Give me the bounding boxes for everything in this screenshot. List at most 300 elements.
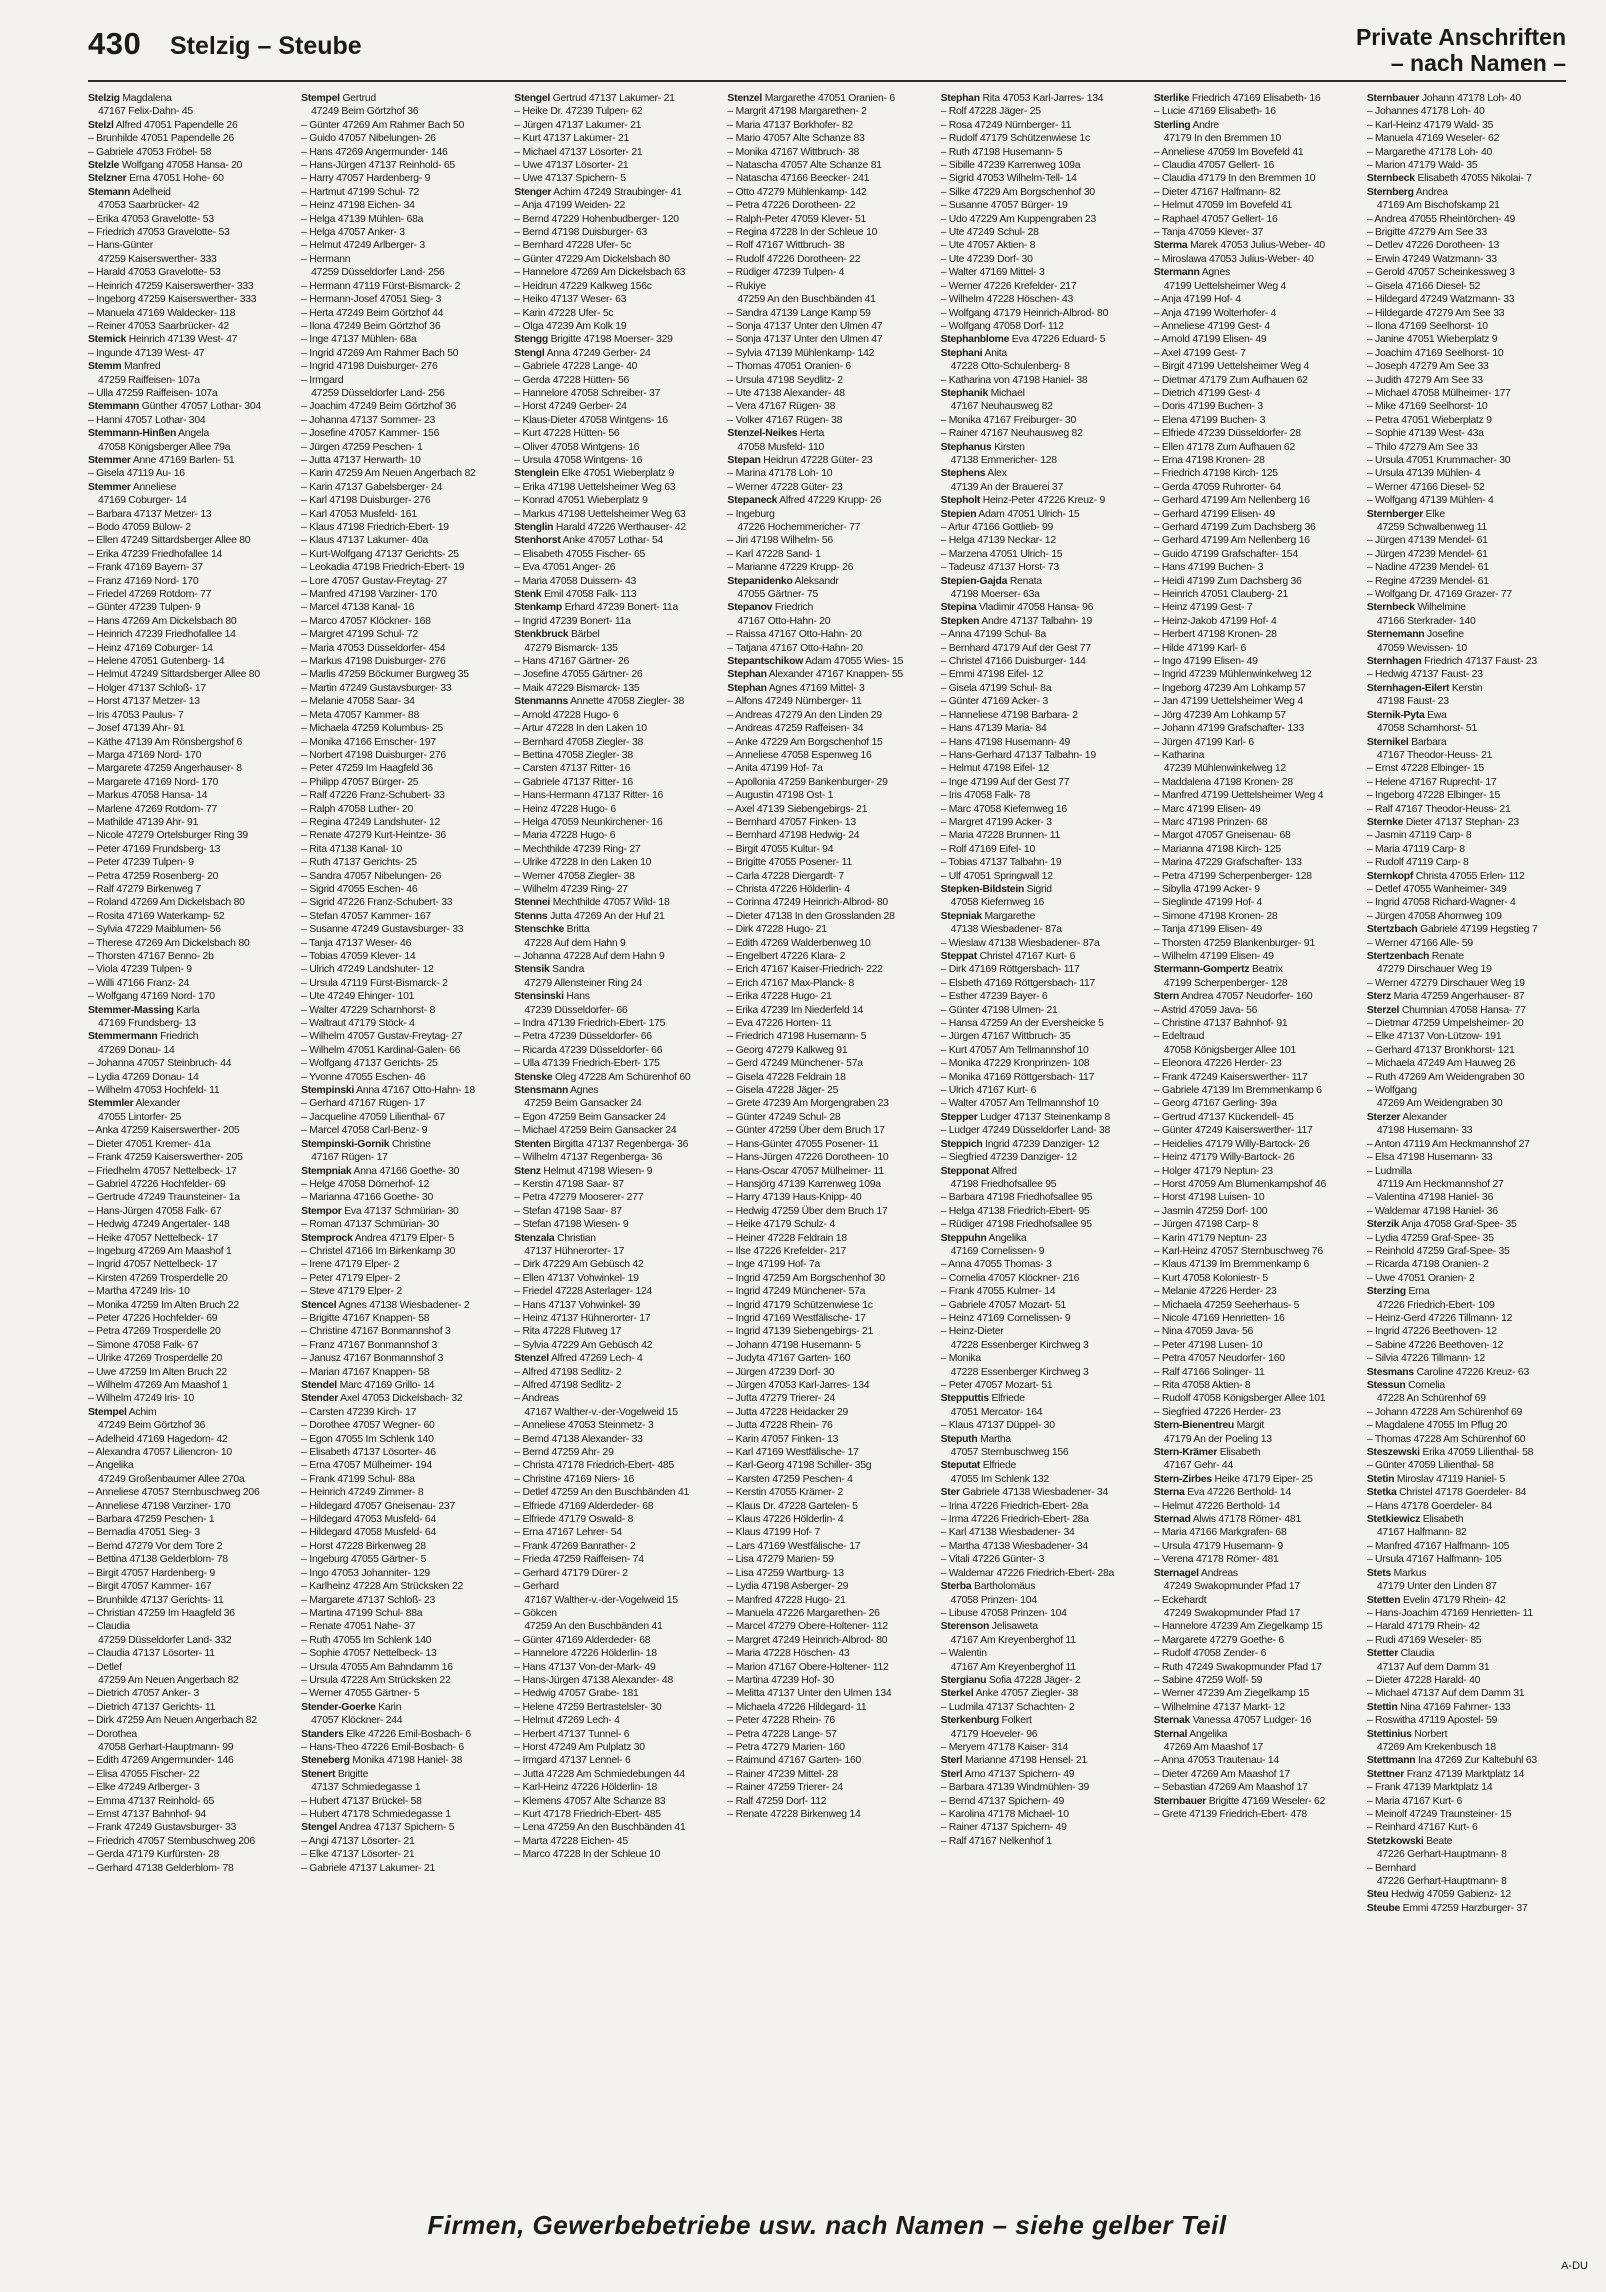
directory-entry	[941, 883, 1140, 896]
entry-text: Heidrun 47228 Güter- 23	[763, 454, 873, 466]
entry-text: – Elfriede 47169 Alderdeder- 68	[514, 1500, 654, 1512]
entry-text: 47226 Hochemmericher- 77	[737, 522, 861, 533]
entry-text: – Heike 47179 Schulz- 4	[727, 1219, 835, 1231]
entry-text: – Nicole 47169 Henrietten- 16	[1153, 1312, 1285, 1324]
entry-text: – Thorsten 47167 Benno- 2b	[88, 951, 214, 962]
directory-entry	[301, 213, 500, 226]
directory-entry	[1154, 199, 1353, 212]
directory-entry	[727, 1205, 926, 1218]
directory-entry	[727, 642, 926, 655]
entry-text: – Harald 47179 Rhein- 42	[1366, 1621, 1480, 1633]
entry-text: Angelika	[988, 1232, 1027, 1244]
entry-text: – Christa 47178 Friedrich-Ebert- 485	[514, 1460, 674, 1472]
entry-text: 47137 Auf dem Damm 31	[1376, 1661, 1490, 1673]
directory-entry	[301, 119, 500, 132]
directory-entry	[514, 1607, 713, 1620]
entry-text: – Lydia 47269 Donau- 14	[88, 1071, 199, 1083]
entry-text: – Johanna 47057 Steinbruch- 44	[88, 1058, 232, 1070]
entry-text: – Barbara 47198 Friedhofsallee 95	[940, 1192, 1093, 1204]
entry-text: – Elke 47137 Von-Lützow- 191	[1366, 1031, 1502, 1043]
entry-text: Angelika	[1189, 1728, 1228, 1740]
entry-text: – Ulf 47051 Springwall 12	[940, 870, 1053, 882]
entry-text: – Hartmut 47199 Schul- 72	[301, 186, 420, 198]
directory-entry	[1154, 1513, 1353, 1526]
directory-entry	[1367, 977, 1566, 990]
directory-entry	[727, 1124, 926, 1137]
entry-text: – Libuse 47058 Prinzen- 104	[940, 1607, 1067, 1619]
entry-text: – Siegfried 47226 Herder- 23	[1153, 1406, 1281, 1418]
directory-entry	[301, 360, 500, 373]
entry-text: – Stefan 47198 Saar- 87	[514, 1205, 622, 1217]
entry-text: – Detlef	[88, 1661, 122, 1673]
directory-entry	[1367, 1567, 1566, 1580]
surname: Sterz	[1366, 991, 1392, 1003]
entry-text: – Marina 47178 Loh- 10	[727, 468, 833, 480]
directory-entry	[88, 494, 287, 507]
directory-entry	[1367, 1620, 1566, 1633]
surname: Sterzel	[1366, 1004, 1400, 1016]
entry-text: 47167 Am Kreyenberghof 11	[950, 1634, 1076, 1646]
surname: Stenzel	[727, 93, 763, 104]
entry-text: Agnes 47169 Mittel- 3	[768, 682, 865, 694]
directory-entry	[514, 736, 713, 749]
directory-entry	[727, 977, 926, 990]
entry-text: – Wolfgang	[1366, 1085, 1417, 1097]
entry-text: – Bettina 47138 Gelderblom- 78	[88, 1554, 228, 1566]
directory-entry	[88, 1580, 287, 1593]
entry-text: – Margarete 47279 Goethe- 6	[1153, 1634, 1284, 1646]
directory-entry	[727, 1526, 926, 1539]
entry-text: – Klaus 47137 Lakumer- 40a	[301, 535, 429, 547]
entry-text: – Gerhard	[514, 1581, 559, 1593]
entry-text: – Viola 47239 Tulpen- 9	[88, 964, 192, 976]
surname: Stephan	[940, 93, 980, 104]
directory-entry	[514, 92, 713, 105]
entry-text: – Helene 47259 Bertrastelsler- 30	[514, 1701, 662, 1713]
entry-text: – Rolf 47169 Eifel- 10	[940, 843, 1035, 855]
entry-text: – Heike Dr. 47239 Tulpen- 62	[514, 106, 643, 118]
directory-entry	[941, 1728, 1140, 1741]
directory-entry	[727, 1017, 926, 1030]
directory-entry	[301, 239, 500, 252]
directory-entry	[941, 575, 1140, 588]
entry-text: 47053 Saarbrücker- 42	[98, 200, 200, 212]
directory-entry	[941, 481, 1140, 494]
directory-entry	[88, 1071, 287, 1084]
entry-text: – Dieter 47269 Am Maashof 17	[1153, 1768, 1290, 1780]
entry-text: – Josef 47139 Ahr- 91	[88, 723, 185, 735]
directory-entry	[941, 910, 1140, 923]
entry-text: – Bernadia 47051 Sieg- 3	[88, 1527, 200, 1539]
surname: Standers	[301, 1728, 344, 1740]
directory-entry	[88, 481, 287, 494]
entry-text: – Anka 47259 Kaiserswerther- 205	[88, 1125, 240, 1137]
entry-text: Marianne 47198 Hensel- 21	[965, 1755, 1088, 1767]
entry-text: Emmi 47259 Harzburger- 37	[1402, 1902, 1528, 1914]
directory-entry	[514, 1366, 713, 1379]
entry-text: – Friedrich 47057 Sternbuschweg 206	[88, 1835, 255, 1847]
entry-text: – Petra 47199 Scherpenberger- 128	[1153, 870, 1312, 882]
entry-text: 47249 Swakopmunder Pfad 17	[1163, 1581, 1300, 1593]
entry-text: – Peter 47198 Lusen- 10	[1153, 1339, 1263, 1351]
directory-entry	[727, 159, 926, 172]
entry-text: – Ute 47249 Schul- 28	[940, 227, 1039, 239]
entry-text: – Uwe 47137 Lösorter- 21	[514, 160, 629, 172]
entry-text: – Klemens 47057 Alte Schanze 83	[514, 1795, 666, 1807]
directory-entry	[1367, 923, 1566, 936]
entry-text: – Hedwig 47249 Angertaler- 148	[88, 1219, 230, 1231]
entry-text: 47279 Allensteiner Ring 24	[524, 977, 642, 989]
directory-entry	[1367, 1406, 1566, 1419]
entry-text: – Bernhard	[1366, 1862, 1416, 1874]
entry-text: – Günter 47239 Tulpen- 9	[88, 602, 201, 614]
entry-text: – Michael 47259 Beim Gansacker 24	[514, 1125, 677, 1137]
directory-entry	[514, 239, 713, 252]
entry-text: – Johann 47198 Husemann- 5	[727, 1339, 861, 1351]
directory-entry	[941, 1540, 1140, 1553]
entry-text: Alfred 47051 Papendelle 26	[115, 119, 238, 131]
entry-text: – Kerstin 47198 Saar- 87	[514, 1178, 624, 1190]
directory-entry	[727, 1352, 926, 1365]
entry-text: – Bodo 47059 Bülow- 2	[88, 522, 191, 533]
directory-entry	[301, 307, 500, 320]
entry-text: – Hans-Theo 47226 Emil-Bosbach- 6	[301, 1741, 464, 1753]
directory-entry	[941, 1205, 1140, 1218]
entry-text: 47167 Walther-v.-der-Vogelweid 15	[524, 1594, 678, 1606]
entry-text: – Lucie 47169 Elisabeth- 16	[1153, 106, 1276, 118]
entry-text: – Regine 47239 Mendel- 61	[1366, 575, 1489, 587]
entry-text: Michael	[990, 387, 1025, 399]
directory-entry	[301, 695, 500, 708]
entry-text: – Rita 47228 Flutweg 17	[514, 1326, 622, 1338]
entry-text: – Sigrid 47053 Wilhelm-Tell- 14	[940, 173, 1077, 185]
directory-entry	[941, 172, 1140, 185]
surname: Steu	[1366, 1889, 1389, 1901]
entry-text: Elisabeth	[1422, 1514, 1464, 1526]
directory-entry	[514, 1057, 713, 1070]
entry-text: – Petra 47259 Rosenberg- 20	[88, 870, 219, 882]
entry-text: Eva 47226 Eduard- 5	[1011, 334, 1106, 346]
page-header	[88, 24, 1566, 80]
entry-text: – Anita 47199 Hof- 7a	[727, 763, 823, 775]
directory-entry	[88, 374, 287, 387]
entry-text: 47249 Beim Görtzhof 36	[311, 106, 419, 118]
entry-text: 47259 Düsseldorfer Land- 256	[311, 387, 445, 399]
entry-text: – Martha 47138 Wiesbadener- 34	[940, 1540, 1088, 1552]
entry-text: – Thilo 47279 Am See 33	[1366, 441, 1478, 453]
entry-text: – Heiner 47228 Feldrain 18	[727, 1232, 847, 1244]
entry-text: 47249 Großenbaumer Allee 270a	[98, 1473, 245, 1485]
directory-entry	[301, 1352, 500, 1365]
directory-entry	[727, 816, 926, 829]
entry-text: – Peter 47239 Tulpen- 9	[88, 857, 194, 869]
directory-entry	[1154, 1701, 1353, 1714]
directory-entry	[1367, 1795, 1566, 1808]
directory-entry	[941, 199, 1140, 212]
surname: Stennei	[514, 897, 551, 909]
directory-entry	[1367, 1808, 1566, 1821]
directory-entry	[1367, 454, 1566, 467]
directory-entry	[514, 266, 713, 279]
directory-entry	[514, 467, 713, 480]
entry-text: 47199 Uettelsheimer Weg 4	[1163, 280, 1287, 292]
entry-text: – Peter 47057 Mozart- 51	[940, 1380, 1053, 1391]
entry-text: Elfriede	[991, 1393, 1025, 1405]
directory-entry	[1367, 615, 1566, 628]
directory-entry	[88, 387, 287, 400]
directory-entry	[88, 1299, 287, 1312]
entry-text: – Nicole 47279 Ortelsburger Ring 39	[88, 830, 248, 842]
surname: Sternberger	[1366, 508, 1423, 520]
entry-text: – Lisa 47259 Wartburg- 13	[727, 1567, 844, 1579]
entry-text: Kerstin	[1451, 682, 1483, 694]
entry-text: – Irene 47179 Elper- 2	[301, 1259, 400, 1271]
directory-entry	[514, 1661, 713, 1674]
directory-entry	[941, 213, 1140, 226]
directory-column-5	[941, 92, 1140, 2162]
directory-entry	[1154, 494, 1353, 507]
directory-entry	[1367, 1647, 1566, 1660]
directory-entry	[1367, 776, 1566, 789]
directory-entry	[727, 1004, 926, 1017]
entry-text: – Volker 47167 Rügen- 38	[727, 414, 843, 426]
entry-text: – Uwe 47137 Spichern- 5	[514, 173, 626, 185]
directory-entry	[941, 1178, 1140, 1191]
entry-text: – Gisela 47119 Au- 16	[88, 468, 185, 480]
directory-entry	[941, 1500, 1140, 1513]
entry-text: – Hannelore 47226 Hölderlin- 18	[514, 1648, 657, 1660]
directory-entry	[514, 843, 713, 856]
entry-text: – Melitta 47137 Unter den Ulmen 134	[727, 1688, 892, 1700]
directory-entry	[1367, 1138, 1566, 1151]
directory-entry	[301, 414, 500, 427]
entry-text: – Eleonora 47226 Herder- 23	[1153, 1058, 1282, 1070]
directory-entry	[1367, 1151, 1566, 1164]
entry-text: – Renate 47051 Nahe- 37	[301, 1621, 415, 1633]
entry-text: – Gisela 47228 Feldrain 18	[727, 1071, 846, 1083]
entry-text: – Karl 47138 Wiesbadener- 34	[940, 1527, 1075, 1539]
entry-text: – Ingrid 47169 Westfälische- 17	[727, 1312, 866, 1324]
directory-entry	[301, 92, 500, 105]
directory-entry	[514, 1071, 713, 1084]
entry-text: – Monika 47229 Kronprinzen- 108	[940, 1058, 1090, 1070]
entry-text: Andre	[1192, 119, 1219, 131]
directory-entry	[727, 105, 926, 118]
entry-text: – Renate 47279 Kurt-Heintze- 36	[301, 830, 446, 842]
surname: Stessun	[1366, 1380, 1406, 1391]
surname: Stemick	[88, 334, 127, 346]
entry-text: – Wolfgang 47137 Gerichts- 25	[301, 1058, 438, 1070]
entry-text: – Sigrid 47226 Franz-Schubert- 33	[301, 897, 453, 909]
entry-text: Alexander	[1402, 1111, 1447, 1123]
directory-entry	[1154, 843, 1353, 856]
directory-entry	[1154, 467, 1353, 480]
entry-text: – Ingrid 47226 Beethoven- 12	[1366, 1326, 1497, 1338]
entry-text: Bartholomäus	[974, 1581, 1036, 1593]
directory-entry	[301, 843, 500, 856]
directory-entry	[88, 803, 287, 816]
entry-text: – Anneliese 47199 Gest- 4	[1153, 320, 1270, 332]
entry-text: – Jutta 47137 Herwarth- 10	[301, 454, 421, 466]
surname: Stepputtis	[940, 1393, 989, 1405]
directory-entry	[514, 575, 713, 588]
entry-text: – Rosa 47249 Nürnberger- 11	[940, 119, 1072, 131]
directory-entry	[1367, 1004, 1566, 1017]
directory-entry	[88, 1366, 287, 1379]
directory-entry	[88, 1406, 287, 1419]
directory-entry	[1154, 387, 1353, 400]
entry-text: – Rudolf 47226 Dorotheen- 22	[727, 253, 861, 265]
entry-text: – Jutta 47228 Heidacker 29	[727, 1406, 849, 1418]
entry-text: – Gabriele 47137 Lakumer- 21	[301, 1862, 436, 1874]
directory-entry	[941, 1111, 1140, 1124]
directory-entry	[514, 1392, 713, 1405]
directory-entry	[88, 548, 287, 561]
directory-entry	[941, 1057, 1140, 1070]
entry-text: – Sebastian 47269 Am Maashof 17	[1153, 1782, 1308, 1794]
entry-text: – Andrea 47055 Rheintörchen- 49	[1366, 213, 1516, 225]
surname: Stephan	[727, 682, 767, 694]
directory-entry	[301, 1111, 500, 1124]
surname: Stenert	[301, 1768, 336, 1780]
directory-entry	[1154, 1741, 1353, 1754]
directory-entry	[301, 1634, 500, 1647]
directory-entry	[941, 454, 1140, 467]
directory-entry	[514, 1017, 713, 1030]
entry-text: – Heinz 47228 Hugo- 6	[514, 803, 616, 815]
directory-entry	[1367, 950, 1566, 963]
directory-entry	[301, 923, 500, 936]
entry-text: Friedrich	[774, 602, 814, 614]
entry-text: Birgitta 47137 Regenberga- 36	[553, 1138, 689, 1150]
directory-entry	[1367, 1513, 1566, 1526]
entry-text: – Astrid 47059 Java- 56	[1153, 1004, 1258, 1016]
directory-entry	[727, 883, 926, 896]
directory-entry	[88, 1124, 287, 1137]
entry-text: – Elke 47137 Lösorter- 21	[301, 1849, 415, 1861]
directory-entry	[1367, 1433, 1566, 1446]
directory-entry	[88, 655, 287, 668]
directory-entry	[88, 923, 287, 936]
entry-text: – Sandra 47057 Nibelungen- 26	[301, 870, 442, 882]
directory-entry	[727, 1218, 926, 1231]
entry-text: – Helene 47051 Gutenberg- 14	[88, 656, 225, 668]
surname: Stempel	[301, 93, 340, 104]
entry-text: – Sandra 47139 Lange Kamp 59	[727, 307, 871, 319]
entry-text: – Thorsten 47259 Blankenburger- 91	[1153, 937, 1315, 949]
entry-text: – Heinrich 47051 Clauberg- 21	[1153, 589, 1288, 601]
directory-entry	[727, 1406, 926, 1419]
directory-entry	[88, 668, 287, 681]
surname: Sternemann	[1366, 629, 1425, 641]
entry-text: – Natascha 47166 Beecker- 241	[727, 173, 870, 185]
entry-text: – Franz 47167 Bonmannshof 3	[301, 1339, 438, 1351]
entry-text: – Janine 47051 Wieberplatz 9	[1366, 334, 1498, 346]
entry-text: – Frank 47259 Kaiserswerther- 205	[88, 1152, 243, 1164]
directory-entry	[1154, 1325, 1353, 1338]
entry-text: Hedwig 47059 Gabienz- 12	[1391, 1889, 1511, 1901]
entry-text: – Gabriele 47057 Mozart- 51	[940, 1299, 1067, 1311]
directory-entry	[1367, 266, 1566, 279]
directory-entry	[301, 1862, 500, 1875]
directory-entry	[727, 575, 926, 588]
entry-text: – Adelheid 47169 Hagedorn- 42	[88, 1433, 228, 1445]
directory-entry	[941, 722, 1140, 735]
entry-text: – Waldemar 47226 Friedrich-Ebert- 28a	[940, 1567, 1115, 1579]
entry-text: – Heinz 47137 Hühnerorter- 17	[514, 1312, 651, 1324]
directory-entry	[301, 1473, 500, 1486]
entry-text: – Ulrich 47249 Landshuter- 12	[301, 964, 434, 976]
entry-text: Magdalena	[122, 93, 172, 104]
entry-text: – Philipp 47057 Bürger- 25	[301, 776, 419, 788]
entry-text: – Kirsten 47269 Trosperdelle 20	[88, 1272, 228, 1284]
directory-entry	[1367, 213, 1566, 226]
directory-entry	[514, 1245, 713, 1258]
directory-entry	[514, 1540, 713, 1553]
directory-entry	[301, 1741, 500, 1754]
directory-entry	[514, 213, 713, 226]
entry-text: – Birgit 47057 Kammer- 167	[88, 1581, 212, 1593]
entry-text: – Petra 47269 Trosperdelle 20	[88, 1326, 221, 1338]
directory-entry	[941, 829, 1140, 842]
entry-text: 47167 Halfmann- 82	[1376, 1527, 1467, 1539]
entry-text: – Claudia 47057 Gellert- 16	[1153, 160, 1275, 172]
entry-text: – Markus 47058 Hansa- 14	[88, 790, 208, 802]
entry-text: – Lena 47259 An den Buschbänden 41	[514, 1822, 686, 1834]
directory-entry	[941, 896, 1140, 909]
entry-text: – Dorothee 47057 Wegner- 60	[301, 1420, 435, 1432]
directory-entry	[1367, 1701, 1566, 1714]
directory-entry	[88, 1848, 287, 1861]
directory-entry	[301, 1205, 500, 1218]
directory-entry	[1367, 709, 1566, 722]
entry-text: – Indra 47139 Friedrich-Ebert- 175	[514, 1018, 666, 1030]
header-rule	[88, 80, 1566, 82]
entry-text: – Hedwig 47259 Über dem Bruch 17	[727, 1205, 888, 1217]
directory-entry	[727, 1084, 926, 1097]
entry-text: Andrea 47057 Neudorfer- 160	[1181, 991, 1313, 1003]
directory-entry	[88, 575, 287, 588]
directory-entry	[88, 1151, 287, 1164]
directory-entry	[941, 843, 1140, 856]
surname: Stepien-Gajda	[940, 575, 1008, 587]
directory-entry	[727, 1513, 926, 1526]
entry-text: – Dieter 47051 Kremer- 41a	[88, 1138, 211, 1150]
entry-text: Vanessa 47057 Ludger- 16	[1192, 1715, 1312, 1727]
directory-entry	[1367, 1071, 1566, 1084]
directory-entry	[941, 1795, 1140, 1808]
directory-entry	[941, 1191, 1140, 1204]
directory-entry	[941, 1473, 1140, 1486]
directory-entry	[1154, 655, 1353, 668]
directory-entry	[514, 722, 713, 735]
entry-text: 47179 In den Bremmen 10	[1163, 133, 1281, 145]
entry-text: Bärbel	[571, 629, 600, 641]
directory-entry	[88, 293, 287, 306]
entry-text: – Alfred 47198 Sedlitz- 2	[514, 1366, 622, 1378]
entry-text: – Marc 47198 Prinzen- 68	[1153, 816, 1268, 828]
entry-text: – Olga 47239 Am Kolk 19	[514, 320, 627, 332]
directory-entry	[88, 1205, 287, 1218]
entry-text: – Frank 47139 Marktplatz 14	[1366, 1782, 1493, 1794]
entry-text: – Regina 47249 Landshuter- 12	[301, 816, 441, 828]
entry-text: 47279 Dirschauer Weg 19	[1376, 964, 1492, 976]
directory-entry	[88, 213, 287, 226]
entry-text: – Dieter 47228 Harald- 40	[1366, 1674, 1481, 1686]
directory-entry	[1367, 963, 1566, 976]
directory-entry	[1154, 923, 1353, 936]
directory-entry	[941, 1285, 1140, 1298]
